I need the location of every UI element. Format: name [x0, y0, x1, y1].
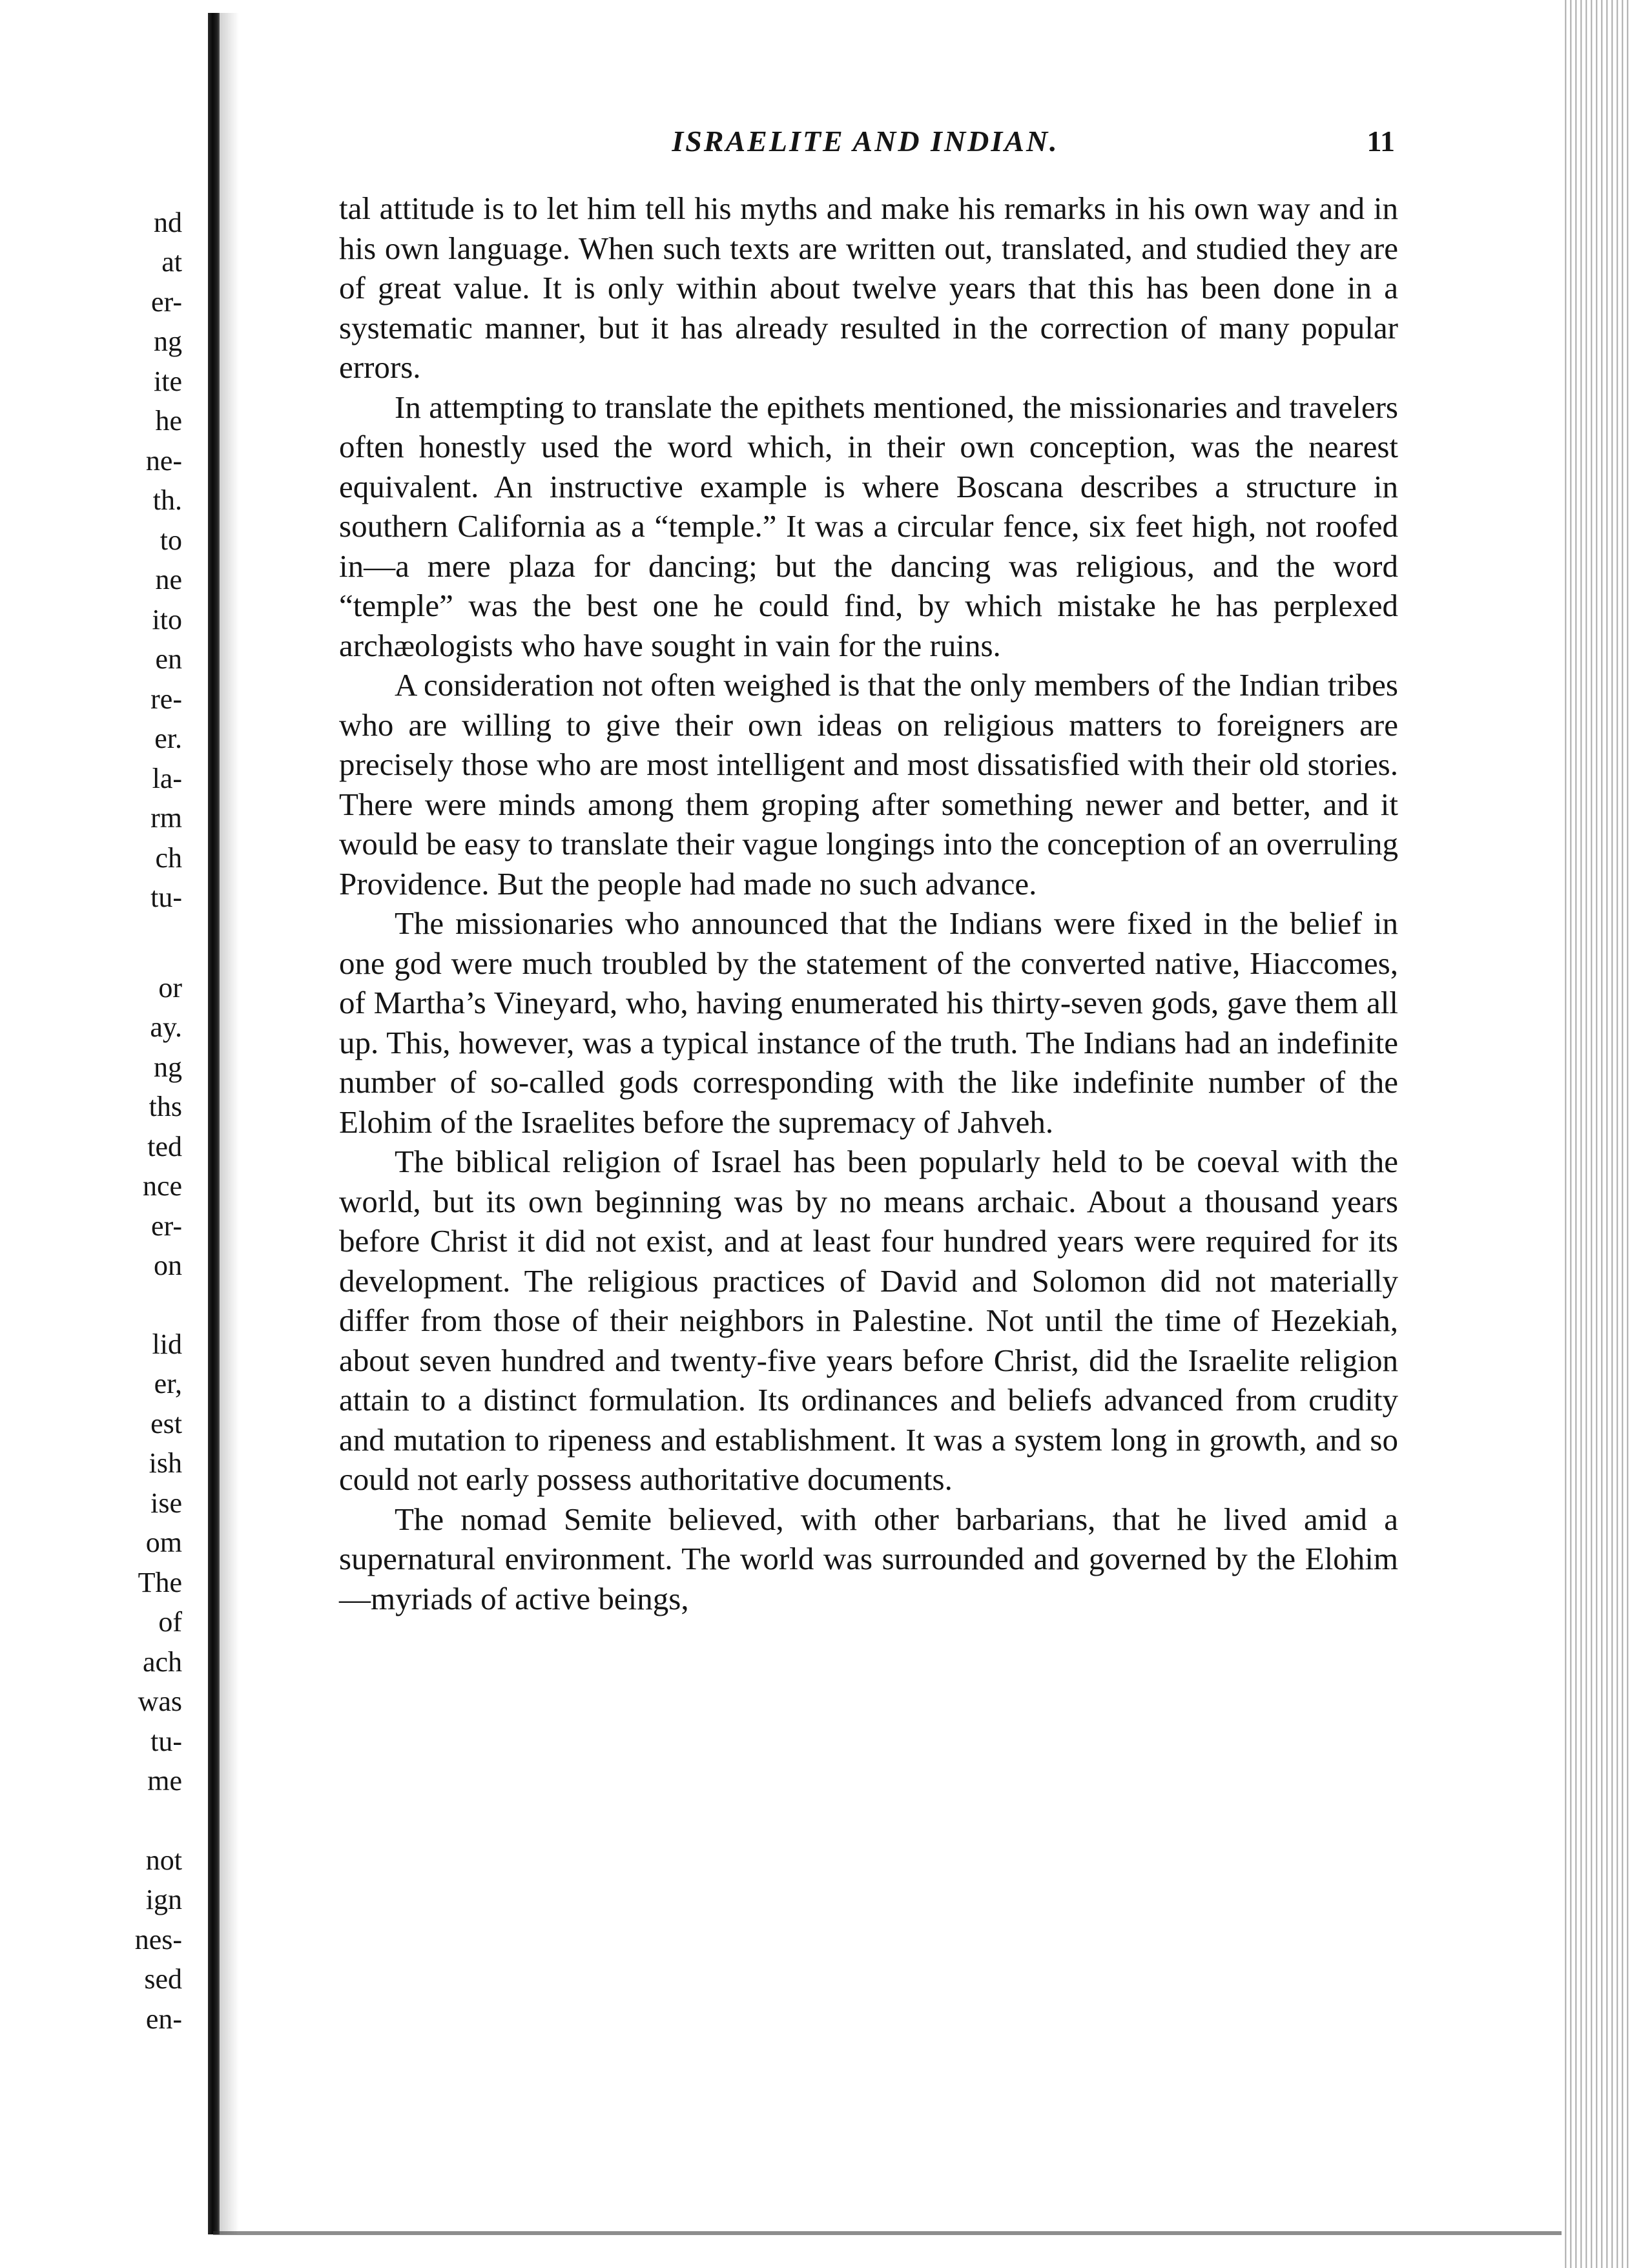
fragment-line: er, [154, 1368, 182, 1399]
fragment-line: nd [154, 207, 182, 238]
fragment-line: ths [149, 1091, 182, 1122]
fragment-line: lid [152, 1328, 182, 1360]
fragment-line: ay. [150, 1011, 182, 1043]
fragment-line: ach [142, 1646, 182, 1678]
fragment-line: ite [154, 366, 182, 397]
fragment-line: rm [150, 802, 182, 834]
fragment-line: er. [154, 723, 182, 754]
page-bottom-edge [213, 2231, 1595, 2235]
paragraph: tal attitude is to let him tell his myths and make his remarks in his own way and in his own language. When such texts are written out, translated, and studied they are of great value. It is only within about twelve years that this has been done in a systematic manner, but it has already resulted in the correction of many popular errors. [339, 191, 1398, 385]
paragraph: In attempting to translate the epithets mentioned, the missionaries and travelers often honestly used the word which, in their own conception, was the nearest equivalent. An instructive example is where Boscana describes a structure in southern California as a “temple.” It was a circular fence, six feet high, not roofed in—a mere plaza for dancing; but the dancing was religious, and the word “temple” was the best one he could find, by which mistake he has perplexed archæologists who have sought in vain for the ruins. [339, 389, 1398, 663]
fragment-line: th. [152, 484, 182, 516]
fragment-line: er- [151, 1210, 182, 1242]
paragraph: A consideration not often weighed is that the only members of the Indian tribes who are willing to give their own ideas on religious matters to foreigners are precisely those who are most intelligent and most dissatisfied with their old stories. There were minds among them groping after something newer and better, and it would be easy to translate their vague longings into the conception of an overruling Providence. But the people had made no such advance. [339, 667, 1398, 902]
fragment-line: was [138, 1686, 182, 1717]
fragment-line: tu- [150, 1726, 182, 1757]
fragment-line: to [160, 524, 182, 556]
fragment-line: or [158, 972, 182, 1004]
fragment-line: en [155, 643, 182, 675]
fragment-line: nce [142, 1170, 182, 1202]
running-title: ISRAELITE AND INDIAN. [672, 125, 1059, 158]
fragment-line: he [155, 405, 182, 437]
binding-gutter [208, 13, 220, 2234]
fragment-line: ne- [145, 445, 182, 477]
fragment-line: ng [154, 325, 182, 357]
paragraph: The nomad Semite believed, with other barbarians, that he lived amid a supernatural environment. The world was surrounded and governed by the Elohim—myriads of active beings, [339, 1501, 1398, 1616]
gutter-shadow [220, 13, 239, 2234]
fragment-line: en- [145, 2003, 182, 2035]
fragment-line: on [154, 1250, 182, 1281]
fragment-line: ted [147, 1131, 182, 1162]
fragment-line: er- [151, 286, 182, 318]
fragment-line: re- [150, 683, 182, 715]
fragment-line: me [147, 1765, 182, 1797]
body-text [339, 189, 1398, 1618]
fragment-line: nes- [134, 1924, 182, 1955]
page-stack-edge [1562, 0, 1630, 2268]
fragment-line: ish [149, 1447, 182, 1479]
fragment-line: ch [155, 842, 182, 874]
fragment-line: ng [154, 1051, 182, 1083]
fragment-line: om [145, 1527, 182, 1558]
fragment-line: of [158, 1606, 182, 1638]
fragment-line: ne [155, 564, 182, 595]
left-page-fragment [0, 0, 194, 2268]
fragment-line: est [150, 1408, 182, 1439]
fragment-line: la- [152, 763, 182, 794]
fragment-line: tu- [150, 881, 182, 913]
fragment-line: The [138, 1567, 182, 1598]
page-number: 11 [1367, 125, 1395, 158]
fragment-line: at [161, 246, 182, 278]
fragment-line: not [145, 1844, 182, 1876]
fragment-line: ito [152, 604, 182, 635]
fragment-line: ise [150, 1487, 182, 1519]
running-header [336, 124, 1395, 163]
paragraph: The missionaries who announced that the Indians were fixed in the belief in one god were much troubled by the statement of the converted native, Hiaccomes, of Martha’s Vineyard, who, having enumerated his thirty-seven gods, gave them all up. This, however, was a typical instance of the truth. The Indians had an indefinite number of so-called gods corresponding with the like indefinite number of the Elohim of the Israelites before the supremacy of Jahveh. [339, 905, 1398, 1140]
fragment-line: ign [145, 1884, 182, 1915]
fragment-line: sed [144, 1963, 182, 1995]
paragraph: The biblical religion of Israel has been popularly held to be coeval with the world, but its own beginning was by no means archaic. About a thousand years before Christ it did not exist, and at least four hundred years were required for its development. The religious practices of David and Solomon did not materially differ from those of their neighbors in Palestine. Not until the time of Hezekiah, about seven hundred and twenty-five years before Christ, did the Israelite religion attain to a distinct formulation. Its ordinances and beliefs advanced from crudity and mutation to ripeness and establishment. It was a system long in growth, and so could not early possess authoritative documents. [339, 1144, 1398, 1497]
